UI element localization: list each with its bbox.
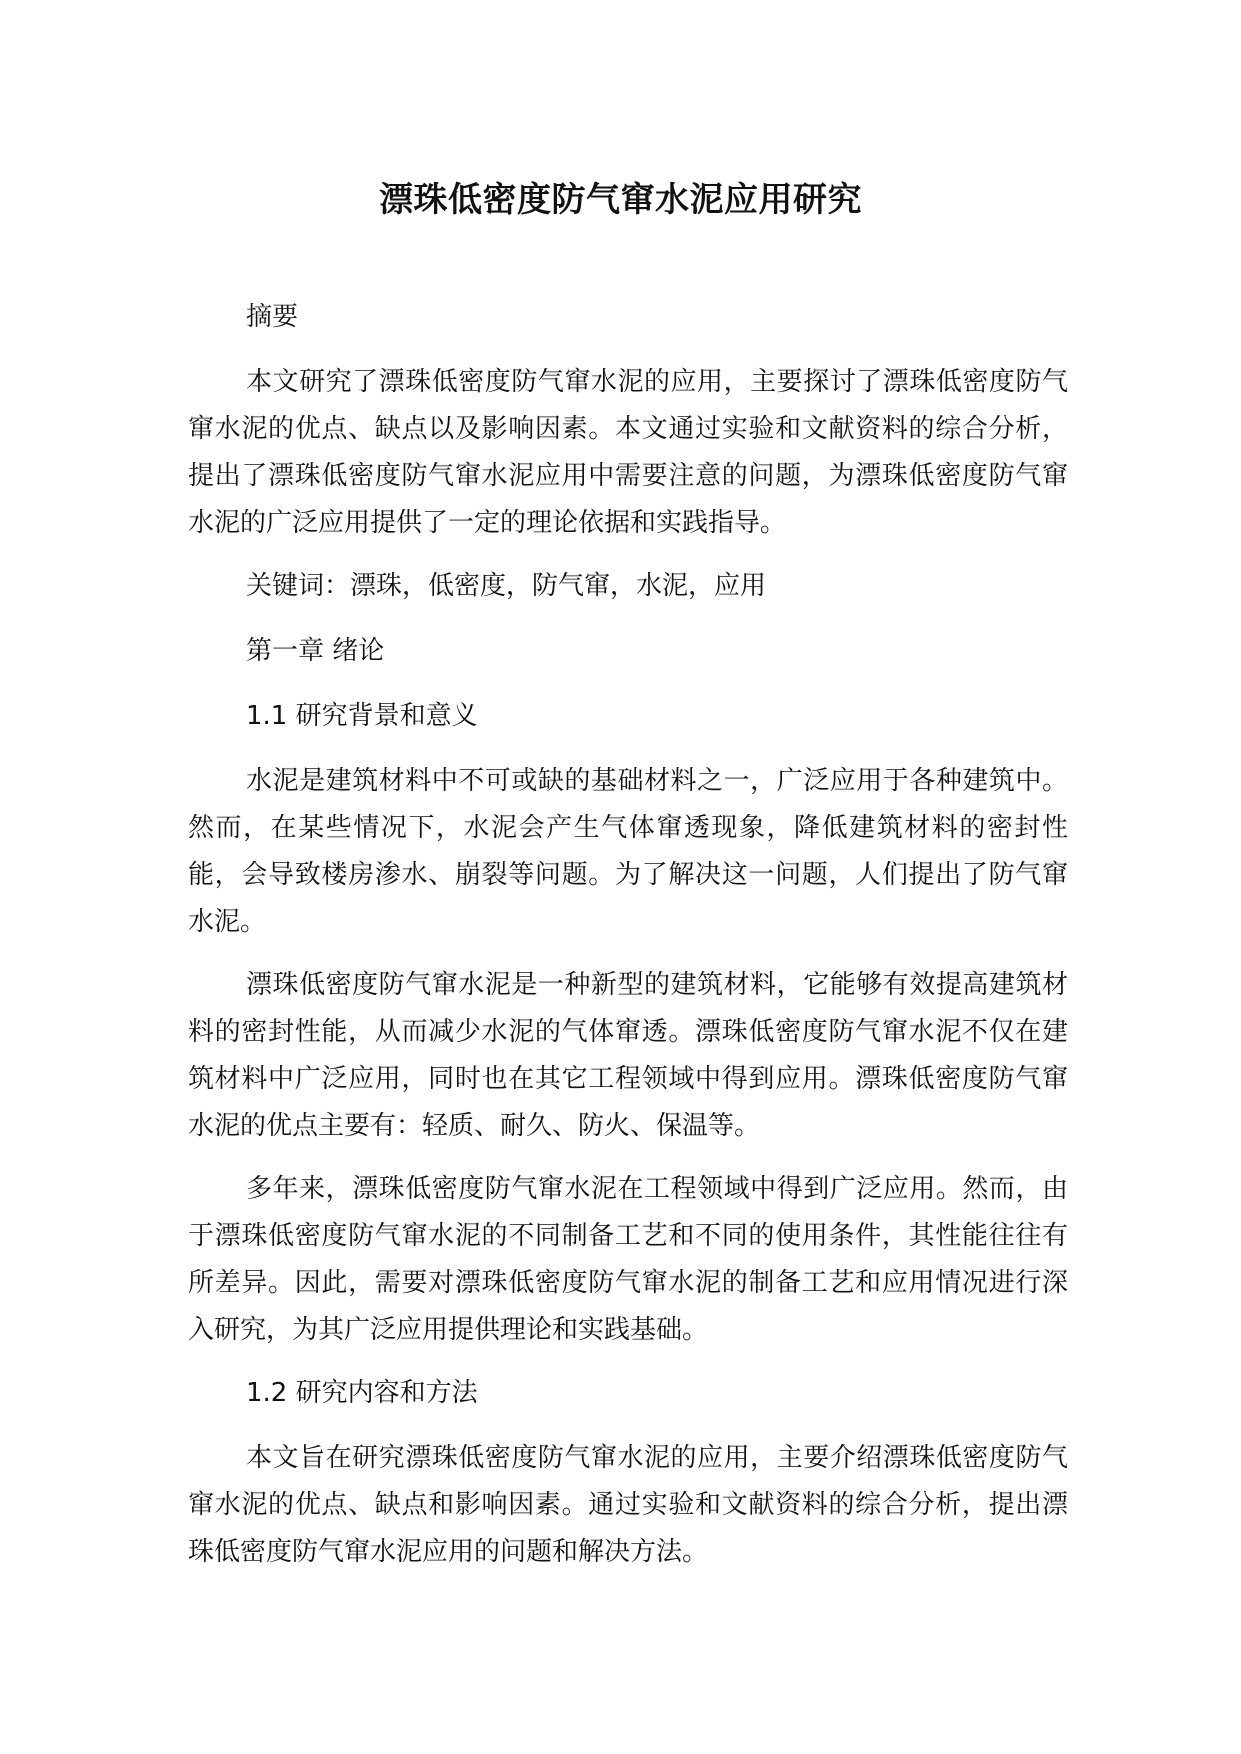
document-body <box>188 294 1068 1592</box>
section-1-2-paragraph-1: 本文旨在研究漂珠低密度防气窜水泥的应用，主要介绍漂珠低密度防气窜水泥的优点、缺点和影响因素。通过实验和文献资料的综合分析，提出漂珠低密度防气窜水泥应用的问题和解决方法。 <box>188 1443 1068 1567</box>
abstract-heading: 摘要 <box>246 302 299 332</box>
chapter-1-heading: 第一章 绪论 <box>246 636 385 666</box>
abstract-paragraph: 本文研究了漂珠低密度防气窜水泥的应用，主要探讨了漂珠低密度防气窜水泥的优点、缺点以及影响因素。本文通过实验和文献资料的综合分析，提出了漂珠低密度防气窜水泥应用中需要注意的问题，为漂珠低密度防气窜水泥的广泛应用提供了一定的理论依据和实践指导。 <box>188 367 1068 538</box>
section-1-2-heading: 1.2 研究内容和方法 <box>246 1378 478 1408</box>
keywords-line: 关键词：漂珠，低密度，防气窜，水泥，应用 <box>246 571 767 601</box>
document-title: 漂珠低密度防气窜水泥应用研究 <box>379 180 862 220</box>
section-1-1-paragraph-1: 水泥是建筑材料中不可或缺的基础材料之一，广泛应用于各种建筑中。然而，在某些情况下，水泥会产生气体窜透现象，降低建筑材料的密封性能，会导致楼房渗水、崩裂等问题。为了解决这一问题，人们提出了防气窜水泥。 <box>188 766 1068 937</box>
section-1-1-paragraph-3: 多年来，漂珠低密度防气窜水泥在工程领域中得到广泛应用。然而，由于漂珠低密度防气窜水泥的不同制备工艺和不同的使用条件，其性能往往有所差异。因此，需要对漂珠低密度防气窜水泥的制备工艺和应用情况进行深入研究，为其广泛应用提供理论和实践基础。 <box>188 1174 1068 1345</box>
section-1-1-heading: 1.1 研究背景和意义 <box>246 701 478 731</box>
section-1-1-paragraph-2: 漂珠低密度防气窜水泥是一种新型的建筑材料，它能够有效提高建筑材料的密封性能，从而减少水泥的气体窜透。漂珠低密度防气窜水泥不仅在建筑材料中广泛应用，同时也在其它工程领域中得到应用。漂珠低密度防气窜水泥的优点主要有：轻质、耐久、防火、保温等。 <box>188 970 1068 1141</box>
